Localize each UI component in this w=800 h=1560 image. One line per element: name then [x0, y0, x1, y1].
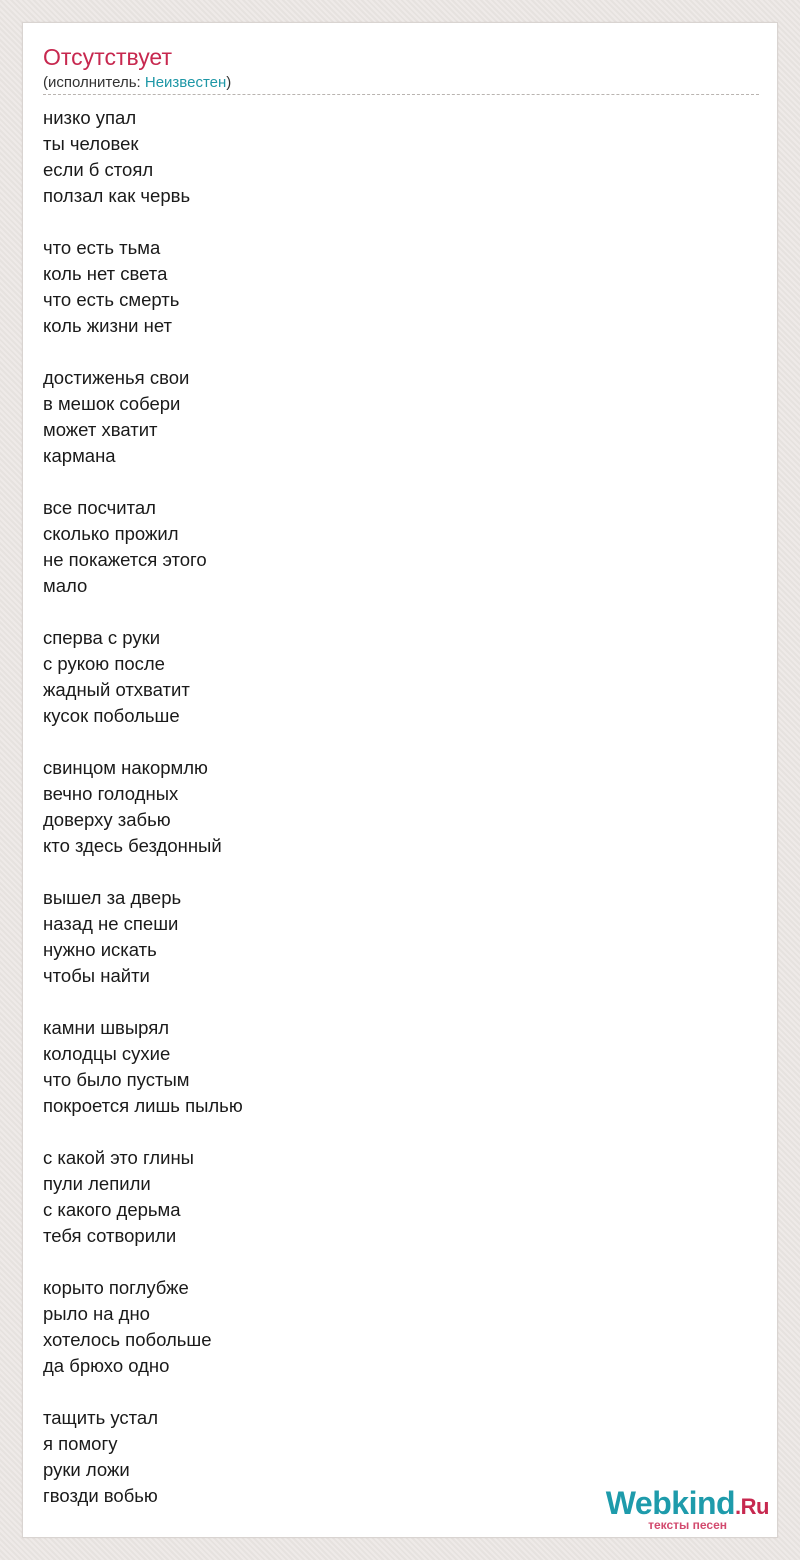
lyrics-line: камни швырял: [43, 1017, 170, 1038]
lyrics-line: что есть смерть: [43, 289, 180, 310]
lyrics-line: ползал как червь: [43, 185, 191, 206]
lyrics-line: доверху забью: [43, 809, 171, 830]
artist-suffix: ): [226, 74, 232, 91]
lyrics-line: все посчитал: [43, 497, 156, 518]
lyrics-stanza: [43, 1275, 643, 1379]
lyrics-line: чтобы найти: [43, 965, 150, 986]
artist-prefix: (исполнитель:: [43, 74, 145, 91]
lyrics-stanza: [43, 1145, 643, 1249]
artist-line: [43, 73, 231, 93]
lyrics-line: сперва с руки: [43, 627, 161, 648]
lyrics-card: [22, 22, 778, 1538]
lyrics-line: колодцы сухие: [43, 1043, 171, 1064]
lyrics-line: рыло на дно: [43, 1303, 150, 1324]
lyrics-line: кто здесь бездонный: [43, 835, 222, 856]
lyrics-line: с какого дерьма: [43, 1199, 181, 1220]
lyrics-stanza: [43, 105, 643, 209]
song-title: Отсутствует: [43, 44, 172, 70]
logo-word: Webkind: [605, 1485, 736, 1521]
lyrics-stanza: [43, 1015, 643, 1119]
lyrics-line: достиженья свои: [43, 367, 190, 388]
lyrics-line: что было пустым: [43, 1069, 190, 1090]
lyrics-stanza: [43, 885, 643, 989]
divider: [43, 94, 759, 95]
logo-tagline: тексты песен: [648, 1518, 727, 1532]
lyrics-line: гвозди вобью: [43, 1485, 158, 1506]
lyrics-line: руки ложи: [43, 1459, 130, 1480]
lyrics-line: вечно голодных: [43, 783, 179, 804]
lyrics-line: мало: [43, 575, 88, 596]
lyrics-line: кармана: [43, 445, 116, 466]
lyrics-line: кусок побольше: [43, 705, 180, 726]
lyrics-line: жадный отхватит: [43, 679, 190, 700]
lyrics-line: с рукою после: [43, 653, 165, 674]
lyrics-line: может хватит: [43, 419, 158, 440]
lyrics-line: пули лепили: [43, 1173, 151, 1194]
lyrics-line: сколько прожил: [43, 523, 179, 544]
lyrics-stanza: [43, 495, 643, 599]
lyrics-text: [43, 105, 643, 1535]
lyrics-line: я помогу: [43, 1433, 118, 1454]
site-logo[interactable]: [579, 1485, 769, 1531]
lyrics-stanza: [43, 235, 643, 339]
lyrics-line: назад не спеши: [43, 913, 179, 934]
lyrics-line: хотелось побольше: [43, 1329, 212, 1350]
lyrics-line: не покажется этого: [43, 549, 207, 570]
lyrics-line: вышел за дверь: [43, 887, 182, 908]
lyrics-stanza: [43, 1405, 643, 1509]
logo-tld: .Ru: [735, 1494, 769, 1519]
lyrics-stanza: [43, 365, 643, 469]
lyrics-line: тащить устал: [43, 1407, 159, 1428]
lyrics-line: покроется лишь пылью: [43, 1095, 243, 1116]
lyrics-line: коль жизни нет: [43, 315, 173, 336]
lyrics-line: тебя сотворили: [43, 1225, 177, 1246]
lyrics-line: что есть тьма: [43, 237, 161, 258]
artist-link[interactable]: Неизвестен: [144, 74, 227, 91]
lyrics-line: низко упал: [43, 107, 137, 128]
lyrics-line: корыто поглубже: [43, 1277, 189, 1298]
lyrics-line: с какой это глины: [43, 1147, 194, 1168]
lyrics-stanza: [43, 755, 643, 859]
lyrics-line: в мешок собери: [43, 393, 181, 414]
lyrics-line: нужно искать: [43, 939, 157, 960]
lyrics-line: если б стоял: [43, 159, 154, 180]
lyrics-line: свинцом накормлю: [43, 757, 208, 778]
lyrics-stanza: [43, 625, 643, 729]
lyrics-line: ты человек: [43, 133, 139, 154]
lyrics-line: коль нет света: [43, 263, 168, 284]
lyrics-line: да брюхо одно: [43, 1355, 170, 1376]
